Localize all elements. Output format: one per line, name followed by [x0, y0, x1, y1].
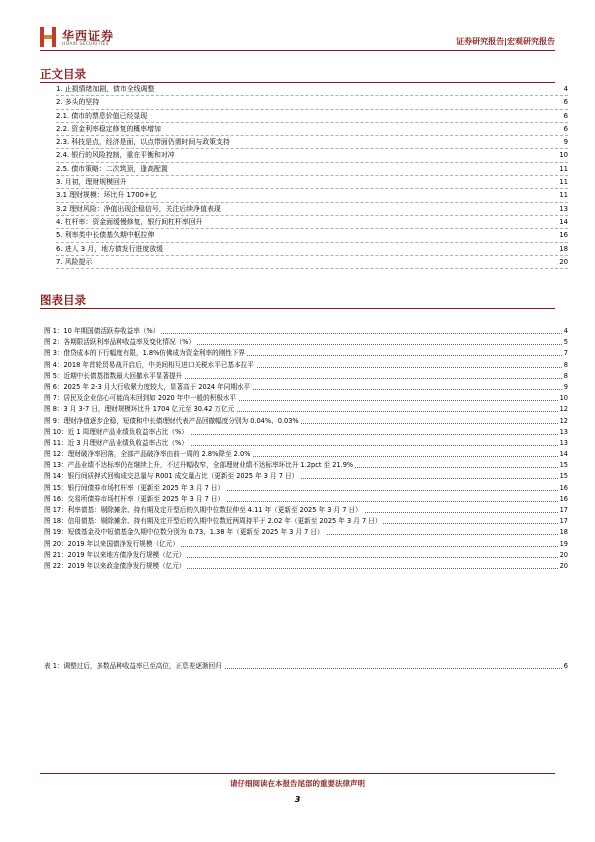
huaxi-logo-icon	[40, 27, 56, 47]
figure-item-page: 13	[558, 438, 568, 449]
figure-item-page: 8	[562, 360, 568, 371]
toc-item-page: 10	[559, 151, 568, 160]
figure-item[interactable]	[44, 449, 568, 460]
toc-item[interactable]	[56, 189, 568, 202]
figure-item[interactable]	[44, 516, 568, 527]
toc-item[interactable]	[56, 136, 568, 149]
toc-item-page: 14	[559, 217, 568, 226]
figure-item-page: 16	[558, 483, 568, 494]
figure-item-label: 图 19：短债基金及中短债基金久期中位数分别为 0.73、1.38 年（更新至 2025 年 3 月 7 日）	[44, 527, 326, 538]
toc-item[interactable]	[56, 83, 568, 96]
toc-title: 正文目录	[40, 67, 86, 81]
toc-item-page: 18	[559, 244, 568, 253]
figure-item-page: 5	[562, 337, 568, 348]
toc-item-page: 6	[563, 124, 568, 133]
toc-item-label: 3. 月初，理财规模回升	[56, 178, 127, 187]
toc-item-label: 2.3. 科技是点，经济是面，以点带面仍需时间与政策支持	[56, 138, 230, 147]
figure-item-label: 图 6：2025 年 2-3 月大行收紧力度较大，显著高于 2024 年同期水平	[44, 382, 252, 393]
figure-item-label: 图 17：利率债基：剔除摊余、持有期及定开型后的久期中位数拉伸至 4.11 年（更新至 2025 年 3 月 7 日）	[44, 505, 364, 516]
toc-item-page: 20	[559, 257, 568, 266]
toc-item-label: 2. 多头的坚持	[56, 98, 100, 107]
figure-item[interactable]	[44, 337, 568, 348]
figure-item-page: 9	[562, 382, 568, 393]
brand-name-en: HUAXI SECURITIES	[62, 42, 109, 47]
figures-list	[44, 326, 568, 572]
figure-item[interactable]	[44, 561, 568, 572]
figure-item[interactable]	[44, 348, 568, 359]
figure-item[interactable]	[44, 382, 568, 393]
toc-item[interactable]	[56, 123, 568, 136]
toc-item-label: 2.2. 资金利率稳定修复的概率增加	[56, 124, 161, 133]
toc-item-label: 4. 杠杆率：资金面缓慢修复，银行间杠杆率回升	[56, 217, 203, 226]
figures-title: 图表目录	[40, 293, 86, 307]
toc-item[interactable]	[56, 256, 568, 269]
toc-item-page: 11	[559, 191, 568, 200]
figure-item[interactable]	[44, 483, 568, 494]
figure-item[interactable]	[44, 505, 568, 516]
table-item[interactable]	[44, 661, 568, 672]
toc-item[interactable]	[56, 149, 568, 162]
page-number: 3	[294, 795, 301, 804]
toc-item-label: 2.1. 债市的票息价值已经显现	[56, 111, 148, 120]
toc-item-page: 6	[563, 98, 568, 107]
toc-list	[56, 83, 568, 269]
toc-item-page: 11	[559, 178, 568, 187]
figure-item-page: 13	[558, 427, 568, 438]
figure-item-label: 图 22：2019 年以来政金债净发行规模（亿元）	[44, 561, 187, 572]
figure-item-page: 10	[558, 393, 568, 404]
tables-list	[44, 661, 568, 672]
figure-item-page: 17	[558, 516, 568, 527]
figure-item-label: 图 15：银行间债券市场杠杆率（更新至 2025 年 3 月 7 日）	[44, 483, 226, 494]
figure-item-page: 18	[558, 527, 568, 538]
figure-item-label: 图 9：理财净值逐步企稳，短债和中长债理财代表产品回撤幅度分别为 0.04%、0.03%	[44, 416, 301, 427]
figure-item[interactable]	[44, 471, 568, 482]
figure-item-label: 图 14：银行间质押式回购成交总量与 R001 成交量占比（更新至 2025 年 3 月 7 日）	[44, 471, 300, 482]
toc-item-label: 7. 风险提示	[56, 257, 93, 266]
figure-item-label: 图 16：交易所债券市场杠杆率（更新至 2025 年 3 月 7 日）	[44, 494, 226, 505]
figure-item[interactable]	[44, 393, 568, 404]
toc-item-label: 2.4. 银行的风险控制，重在平衡和对冲	[56, 151, 175, 160]
toc-item-label: 3.1 理财规模：环比升 1700+亿	[56, 191, 157, 200]
footer-divider	[40, 773, 555, 774]
brand-name-cn: 华西证券	[62, 29, 115, 43]
figure-item-label: 图 21：2019 年以来地方债净发行规模（亿元）	[44, 550, 187, 561]
toc-item-label: 3.2 理财风险：净值出现企稳信号，关注后续净值表现	[56, 204, 221, 213]
toc-item-label: 5. 利率类中长债基久期中枢拉伸	[56, 231, 155, 240]
toc-item[interactable]	[56, 163, 568, 176]
figure-item[interactable]	[44, 494, 568, 505]
figure-item-label: 图 4：2018 年首轮贸易战开启后，中美间相互进口关税水平已基本拉平	[44, 360, 256, 371]
toc-item-page: 11	[559, 164, 568, 173]
toc-item-page: 9	[563, 138, 568, 147]
figure-item-label: 图 7：居民及企业信心可能尚未回到如 2020 年中一般的积极水平	[44, 393, 238, 404]
figure-item-page: 14	[558, 449, 568, 460]
toc-item-page: 16	[559, 231, 568, 240]
toc-item[interactable]	[56, 203, 568, 216]
toc-item[interactable]	[56, 229, 568, 242]
figure-item-page: 20	[558, 550, 568, 561]
figure-item-page: 8	[562, 371, 568, 382]
figure-item[interactable]	[44, 416, 568, 427]
figure-item-label: 图 18：信用债基：剔除摊余、持有期及定开型后的久期中位数近两周持平于 2.02 年（更新至 2025 年 3 月 7 日）	[44, 516, 383, 527]
figure-item-label: 图 20：2019 年以来国债净发行规模（亿元）	[44, 539, 181, 550]
figure-item-page: 15	[558, 471, 568, 482]
figure-item[interactable]	[44, 460, 568, 471]
figure-item[interactable]	[44, 404, 568, 415]
figure-item-label: 图 13：产品业绩不达标率仍在继续上升，不过升幅收窄，全部理财业绩不达标率环比升 1.2pct 至 21.9%	[44, 460, 355, 471]
figure-item-page: 15	[558, 460, 568, 471]
figure-item-page: 19	[558, 539, 568, 550]
figure-item-page: 17	[558, 505, 568, 516]
report-type: 证券研究报告|宏观研究报告	[456, 37, 555, 46]
legal-disclaimer: 请仔细阅读在本报告尾部的重要法律声明	[230, 779, 365, 788]
toc-item-page: 4	[563, 85, 568, 93]
figure-item-label: 图 8：3 月 3-7 日，理财规模环比升 1704 亿元至 30.42 万亿元	[44, 404, 236, 415]
header-divider	[40, 50, 555, 51]
figure-item[interactable]	[44, 371, 568, 382]
figure-item-page: 12	[558, 404, 568, 415]
figure-item-label: 图 12：理财破净率回落，全部产品破净率由前一周的 2.8%降至 2.0%	[44, 449, 252, 460]
toc-item-label: 1. 止损情绪加剧，债市全线调整	[56, 85, 155, 93]
toc-item[interactable]	[56, 96, 568, 109]
figure-item-page: 16	[558, 494, 568, 505]
toc-item[interactable]	[56, 243, 568, 256]
figure-item[interactable]	[44, 360, 568, 371]
toc-item-label: 6. 进入 3 月，地方债发行进度放缓	[56, 244, 164, 253]
figure-item-page: 12	[558, 416, 568, 427]
figure-item[interactable]	[44, 438, 568, 449]
figure-item-label: 图 2：各期限活跃利率品种收益率及变化情况（%）	[44, 337, 197, 348]
figure-item-page: 7	[562, 348, 568, 359]
figures-title-rule	[40, 308, 555, 309]
table-item-page: 6	[562, 661, 568, 672]
figure-item[interactable]	[44, 527, 568, 538]
brand-logo	[40, 26, 150, 50]
figure-item[interactable]	[44, 326, 568, 337]
toc-item[interactable]	[56, 176, 568, 189]
table-item-label: 表 1：调整过后，多数品种收益率已至高位，正息差逐渐回归	[44, 661, 224, 672]
figure-item-label: 图 10：近 1 周理财产品业绩负收益率占比（%）	[44, 427, 190, 438]
toc-item-page: 6	[563, 111, 568, 120]
figure-item-label: 图 5：近期中长债基指数最大回撤水平显著提升	[44, 371, 184, 382]
figure-item[interactable]	[44, 550, 568, 561]
toc-item[interactable]	[56, 110, 568, 123]
figure-item-label: 图 11：近 3 月理财产品业绩负收益率占比（%）	[44, 438, 190, 449]
figure-item[interactable]	[44, 539, 568, 550]
figure-item-label: 图 1：10 年期国债活跃券收益率（%）	[44, 326, 161, 337]
figure-item-page: 4	[562, 326, 568, 337]
figure-item-label: 图 3：借贷成本的下行幅度有限，1.8%仿佛成为资金利率的刚性下界	[44, 348, 247, 359]
toc-item-page: 13	[559, 204, 568, 213]
toc-item[interactable]	[56, 216, 568, 229]
figure-item[interactable]	[44, 427, 568, 438]
figure-item-page: 20	[558, 561, 568, 572]
toc-item-label: 2.5. 债市策略：二次筑顶，逢高配置	[56, 164, 168, 173]
